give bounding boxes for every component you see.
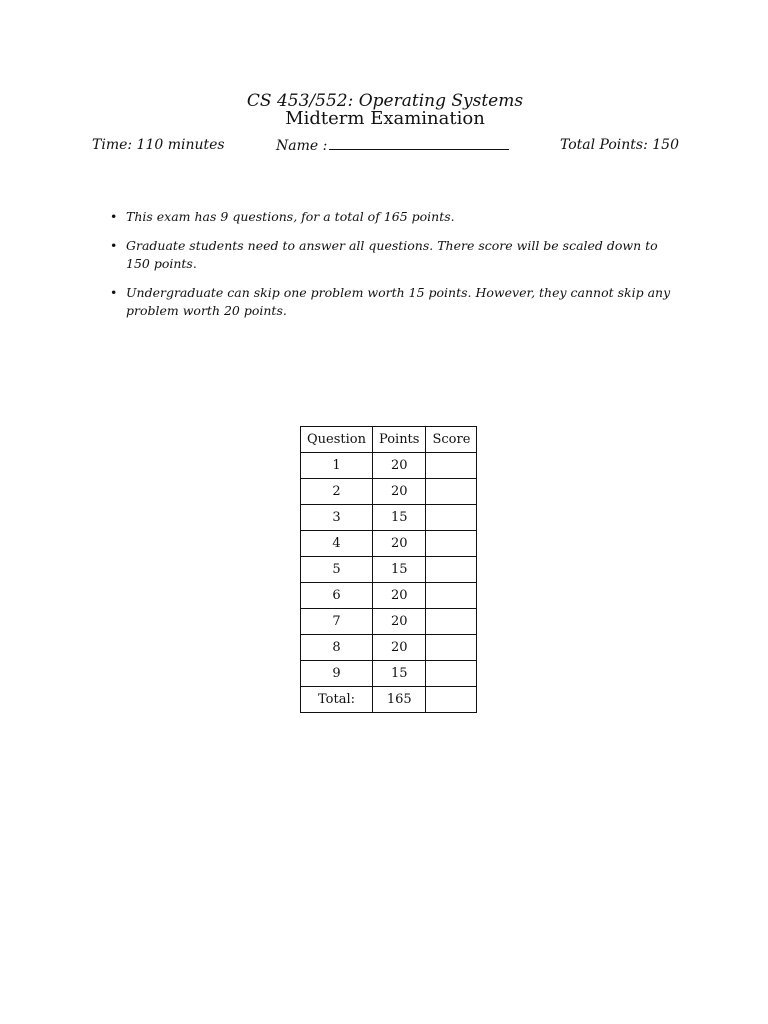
question-points: 20: [372, 609, 425, 635]
question-number: 9: [301, 661, 373, 687]
instruction-item: • Undergraduate can skip one problem worth 15 points. However, they cannot skip any problem worth 20 points.: [108, 284, 680, 320]
question-number: 2: [301, 479, 373, 505]
exam-title: Midterm Examination: [285, 108, 485, 129]
table-row: [301, 635, 477, 661]
table-row: [301, 479, 477, 505]
total-points: Total Points: 150: [559, 137, 679, 153]
question-score[interactable]: [426, 479, 477, 505]
header-question: Question: [301, 427, 373, 453]
table-row: [301, 609, 477, 635]
question-number: 1: [301, 453, 373, 479]
instruction-item: • Graduate students need to answer all questions. There score will be scaled down to 150 points.: [108, 237, 680, 273]
total-score[interactable]: [426, 687, 477, 713]
question-score[interactable]: [426, 635, 477, 661]
question-number: 3: [301, 505, 373, 531]
table-row: [301, 661, 477, 687]
table-total-row: [301, 687, 477, 713]
name-label: Name :: [276, 138, 328, 154]
total-label: Total:: [301, 687, 373, 713]
question-number: 6: [301, 583, 373, 609]
table-row: [301, 531, 477, 557]
question-score[interactable]: [426, 531, 477, 557]
question-number: 7: [301, 609, 373, 635]
table-row: [301, 453, 477, 479]
instructions-list: [108, 208, 680, 331]
question-score[interactable]: [426, 609, 477, 635]
question-score[interactable]: [426, 557, 477, 583]
table-row: [301, 505, 477, 531]
question-points: 15: [372, 505, 425, 531]
question-points: 20: [372, 479, 425, 505]
exam-meta-row: [0, 135, 768, 155]
question-points: 20: [372, 453, 425, 479]
question-score[interactable]: [426, 583, 477, 609]
question-number: 4: [301, 531, 373, 557]
time-limit: Time: 110 minutes: [92, 137, 225, 153]
header-score: Score: [426, 427, 477, 453]
question-points: 20: [372, 531, 425, 557]
question-points: 20: [372, 583, 425, 609]
instruction-item: • This exam has 9 questions, for a total of 165 points.: [108, 208, 680, 226]
question-points: 20: [372, 635, 425, 661]
question-number: 8: [301, 635, 373, 661]
question-points: 15: [372, 557, 425, 583]
question-number: 5: [301, 557, 373, 583]
name-field: [276, 135, 509, 156]
course-title: CS 453/552: Operating Systems: [246, 91, 524, 111]
question-points: 15: [372, 661, 425, 687]
score-table: [300, 426, 477, 713]
total-points-value: 165: [372, 687, 425, 713]
name-blank-line[interactable]: [329, 135, 509, 150]
header-points: Points: [372, 427, 425, 453]
table-row: [301, 557, 477, 583]
table-header-row: [301, 427, 477, 453]
table-row: [301, 583, 477, 609]
question-score[interactable]: [426, 661, 477, 687]
question-score[interactable]: [426, 453, 477, 479]
question-score[interactable]: [426, 505, 477, 531]
